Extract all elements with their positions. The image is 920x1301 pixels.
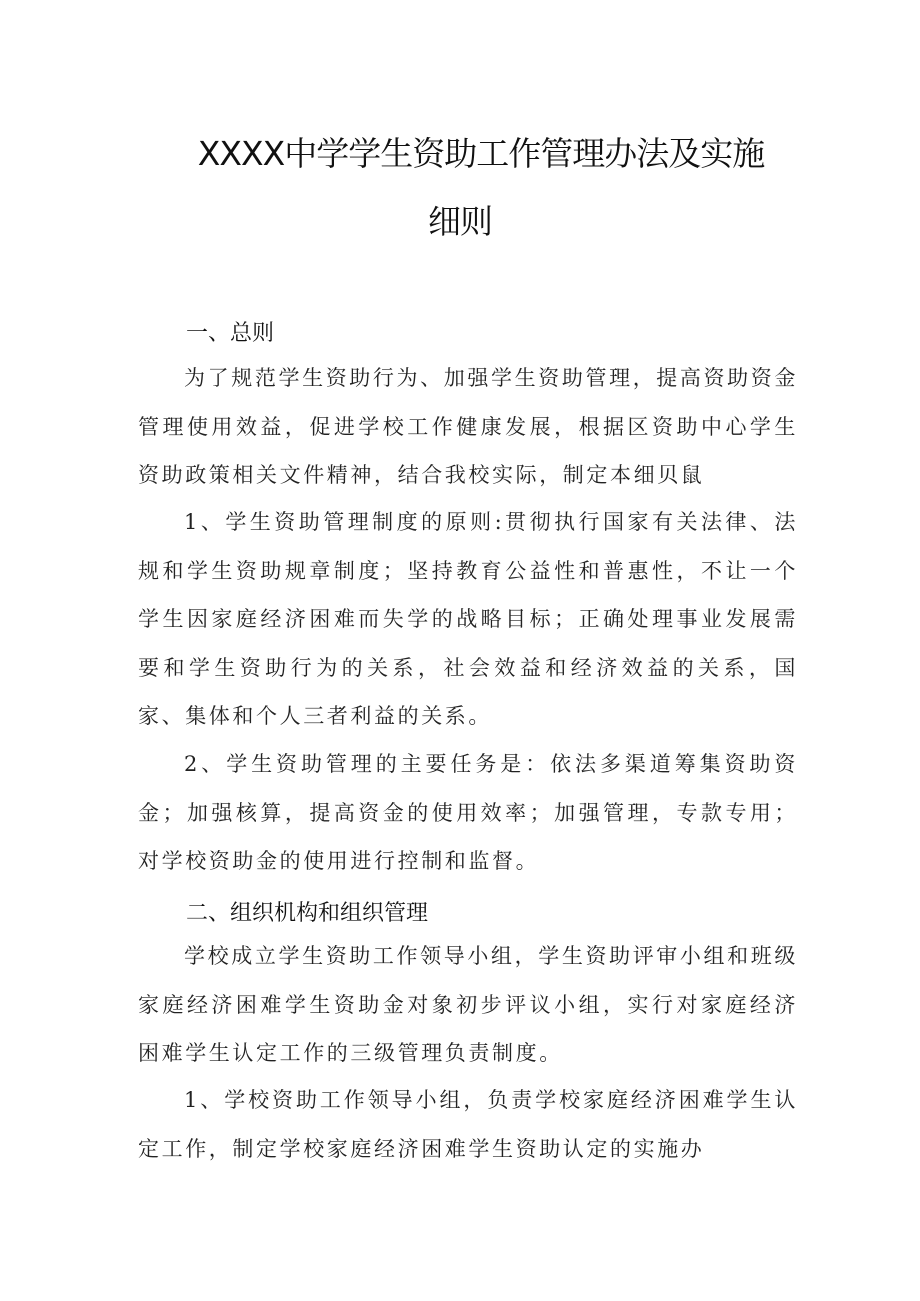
paragraph-main-tasks: 2、学生资助管理的主要任务是：依法多渠道筹集资助资金；加强核算，提高资金的使用效率；加强管理，专款专用；对学校资助金的使用进行控制和监督。 [138, 752, 798, 873]
section-heading-organization: 二、组织机构和组织管理 [186, 901, 429, 926]
document-title: XXXX中学学生资助工作管理办法及实施 [197, 134, 765, 173]
document-title-continued: 细则 [428, 202, 492, 241]
section-heading-general: 一、总则 [186, 321, 275, 346]
paragraph-intro: 为了规范学生资助行为、加强学生资助管理，提高资助资金管理使用效益，促进学校工作健康发展，根据区资助中心学生资助政策相关文件精神，结合我校实际，制定本细贝鼠 [138, 366, 798, 487]
paragraph-organization-intro: 学校成立学生资助工作领导小组，学生资助评审小组和班级家庭经济困难学生资助金对象初步评议小组，实行对家庭经济困难学生认定工作的三级管理负责制度。 [138, 944, 798, 1065]
paragraph-principles: 1、学生资助管理制度的原则:贯彻执行国家有关法律、法规和学生资助规章制度；坚持教育公益性和普惠性，不让一个学生因家庭经济困难而失学的战略目标；正确处理事业发展需要和学生资助行为的关系，社会效益和经济效益的关系，国家、集体和个人三者利益的关系。 [138, 510, 798, 728]
paragraph-leading-group: 1、学校资助工作领导小组，负责学校家庭经济困难学生认定工作，制定学校家庭经济困难学生资助认定的实施办 [138, 1088, 798, 1161]
